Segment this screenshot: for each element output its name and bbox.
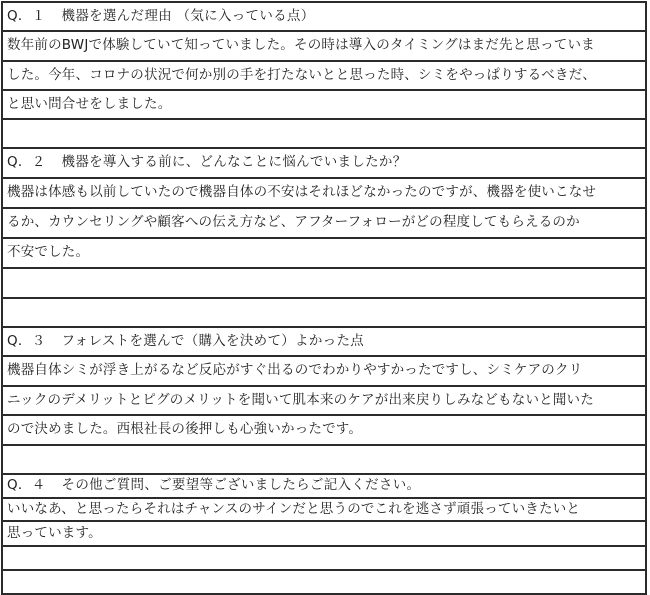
answer-line: 機器自体シミが浮き上がるなど反応がすぐ出るのでわかりやすかったですし、シミケアのクリ <box>3 357 645 387</box>
question-number: Q．１ <box>7 7 46 24</box>
question-text: 機器を導入する前に、どんなことに悩んでいましたか？ <box>61 154 407 171</box>
answer-line: ので決めました。西根社長の後押しも心強いかったです。 <box>3 416 645 446</box>
question-row-2 <box>3 149 645 179</box>
question-number: Q．２ <box>7 154 46 171</box>
answer-line: 思っています。 <box>3 522 645 547</box>
question-text: その他ご質問、ご要望等ございましたらご記入ください。 <box>61 477 421 494</box>
answer-line: 不安でした。 <box>3 239 645 269</box>
answer-line: 機器は体感も以前していたので機器自体の不安はそれほどなかったのですが、機器を使いこなせ <box>3 179 645 209</box>
question-row-3 <box>3 328 645 357</box>
answer-line: いいなあ、と思ったらそれはチャンスのサインだと思うのでこれを逃さず頑張っていきたいと <box>3 499 645 522</box>
question-text: フォレストを選んで（購入を決めて）よかった点 <box>61 332 365 349</box>
blank-line <box>3 269 645 299</box>
question-text: 機器を選んだ理由 （気に入っている点） <box>61 7 315 24</box>
survey-table <box>1 1 647 595</box>
blank-line <box>3 299 645 328</box>
blank-line <box>3 547 645 571</box>
answer-line: した。今年、コロナの状況で何か別の手を打たないとと思った時、シミをやっぱりするべきだ、 <box>3 62 645 91</box>
answer-line: と思い問合せをしました。 <box>3 91 645 120</box>
question-number: Q．３ <box>7 332 46 349</box>
question-number: Q．４ <box>7 477 46 494</box>
answer-line: るか、カウンセリングや顧客への伝え方など、アフターフォローがどの程度してもらえるのか <box>3 209 645 239</box>
blank-line <box>3 571 645 595</box>
blank-line <box>3 446 645 475</box>
blank-line <box>3 120 645 149</box>
question-row-4 <box>3 475 645 499</box>
answer-line: ニックのデメリットとピグのメリットを聞いて肌本来のケアが出来戻りしみなどもないと聞いた <box>3 387 645 416</box>
question-row-1 <box>3 3 645 32</box>
answer-line: 数年前のBWJで体験していて知っていました。その時は導入のタイミングはまだ先と思っていま <box>3 32 645 62</box>
